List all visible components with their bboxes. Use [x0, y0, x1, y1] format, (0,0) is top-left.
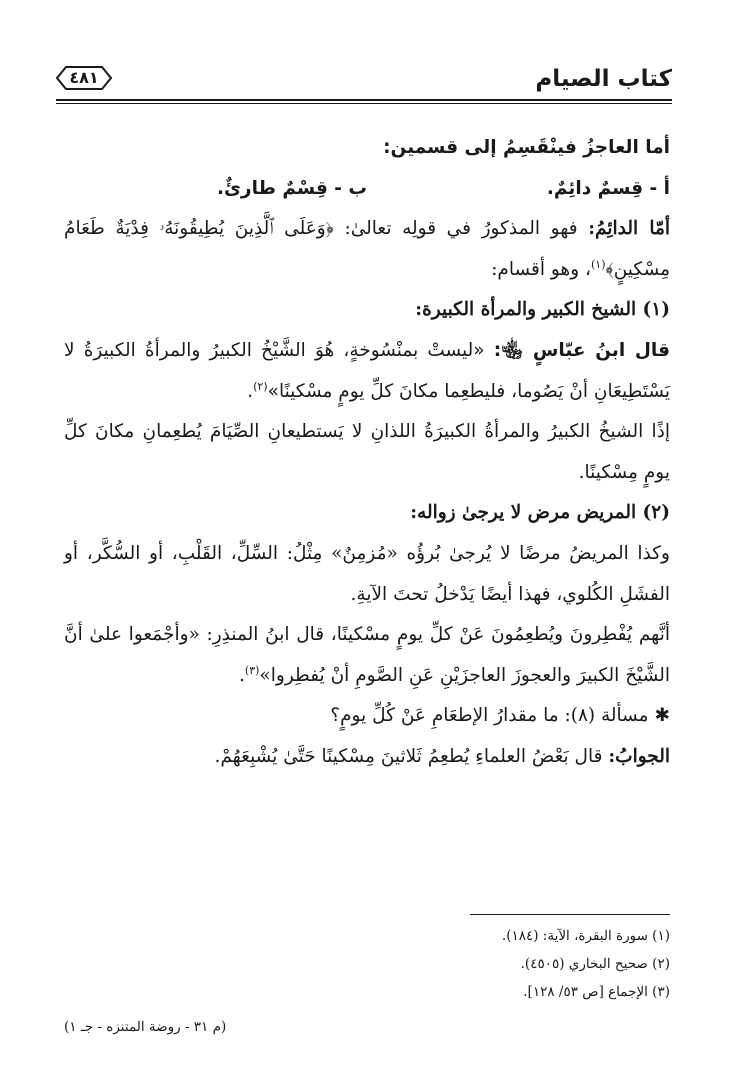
- paragraph-permanent: [64, 209, 670, 290]
- footnote-separator: [470, 914, 670, 915]
- star-icon: ✱: [654, 705, 670, 727]
- section-heading-elderly: (١) الشيخ الكبير والمرأة الكبيرة:: [415, 299, 670, 321]
- term-permanent: أمّا الدائِمُ:: [588, 218, 671, 240]
- answer-8: [64, 737, 670, 778]
- answer-text: قال بَعْضُ العلماءِ يُطعِمُ ثَلاثينَ مِسْكينًا حَتَّىٰ يُشْبِعَهُمْ.: [214, 745, 609, 767]
- footnote-ref-3: (٣): [244, 663, 260, 677]
- intro-line: أما العاجزُ فينْقَسِمُ إلى قسمين:: [383, 137, 670, 158]
- header-rule: [56, 99, 672, 101]
- footnote-3: (٣) الإجماع [ص ٥٣/ ١٢٨].: [523, 984, 670, 1000]
- consensus-text: أنَّهم يُفْطِرونَ ويُطعِمُونَ عَنْ كلِّ يومٍ مسْكينًا، قال ابنُ المنذِرِ: «وأجْمَعوا علىٰ أنَّ الشَّيْخَ الكبيرَ والعجوزَ العاجزَيْنِ عَنِ الصَّومِ أنْ يُفطِروا»: [64, 624, 670, 686]
- paragraph-ibn-abbas: [64, 331, 670, 412]
- page-header: [56, 60, 672, 106]
- section-heading-chronic: (٢) المريض مرض لا يرجىٰ زواله:: [410, 502, 670, 524]
- page-number-frame: [56, 66, 112, 90]
- ibn-abbas-end: .: [247, 380, 254, 402]
- signature-mark: (م ٣١ - روضة المتنزه - جـ ١): [64, 1019, 227, 1035]
- ibn-abbas-lead: قال ابنُ عبّاسٍ ﵄:: [493, 339, 670, 361]
- category-b: ب - قِسْمٌ طارئٌ.: [216, 177, 367, 199]
- main-text: [64, 128, 670, 778]
- consensus-end: .: [239, 664, 245, 686]
- paragraph-permanent-text: فهو المذكورُ في قولِه تعالىٰ: ﴿وَعَلَى ٱلَّذِينَ يُطِيقُونَهُۥ فِدْيَةٌ طَعَامُ مِسْكِينٍ﴾: [64, 218, 670, 280]
- paragraph-elderly-conclusion: إذًا الشيخُ الكبيرُ والمرأةُ الكبيرَةُ اللذانِ لا يَستطيعانِ الصِّيَامَ يُطعِمانِ مكانَ كلِّ يومٍ مِسْكينًا.: [64, 421, 670, 483]
- footnote-ref-2: (٢): [253, 379, 268, 393]
- ibn-abbas-quote: «ليستْ بمنْسُوخةٍ، هُوَ الشَّيْخُ الكبيرُ والمرأةُ الكبيرَةُ لا يَسْتَطِيعَانِ أنْ يَصُوما، فليطعِما مكانَ كلِّ يومٍ مسْكينًا»: [64, 339, 670, 402]
- paragraph-chronic-illness: وكذا المريضُ مرضًا لا يُرجىٰ بُرؤُه «مُزمِنٌ» مِثْلُ: السِّلِّ، القَلْبِ، أو السُّكَّر، أو الفشَلِ الكُلوي، فهذا أيضًا يَدْخلُ تحتَ الآيةِ.: [64, 542, 670, 605]
- categories-list: [64, 169, 670, 210]
- question-8: [64, 696, 670, 737]
- paragraph-permanent-tail: ، وهو أقسام:: [491, 258, 591, 280]
- book-title: كتاب الصيام: [535, 66, 672, 92]
- question-text: مسألة (٨): ما مقدارُ الإطعَامِ عَنْ كُلِّ يومٍ؟: [330, 705, 655, 727]
- answer-label: الجوابُ:: [608, 745, 670, 767]
- category-a: أ - قِسمٌ دائِمٌ.: [546, 177, 670, 199]
- footnote-1: (١) سورة البقرة، الآية: (١٨٤).: [501, 928, 670, 944]
- footnote-ref-1: (١): [590, 257, 606, 271]
- footnote-2: (٢) صحيح البخاري (٤٥٠٥).: [520, 956, 670, 972]
- header-rule-thin: [56, 103, 672, 104]
- paragraph-consensus: [64, 615, 670, 696]
- page-number: ٤٨١: [69, 68, 99, 87]
- footnotes: [64, 922, 670, 1006]
